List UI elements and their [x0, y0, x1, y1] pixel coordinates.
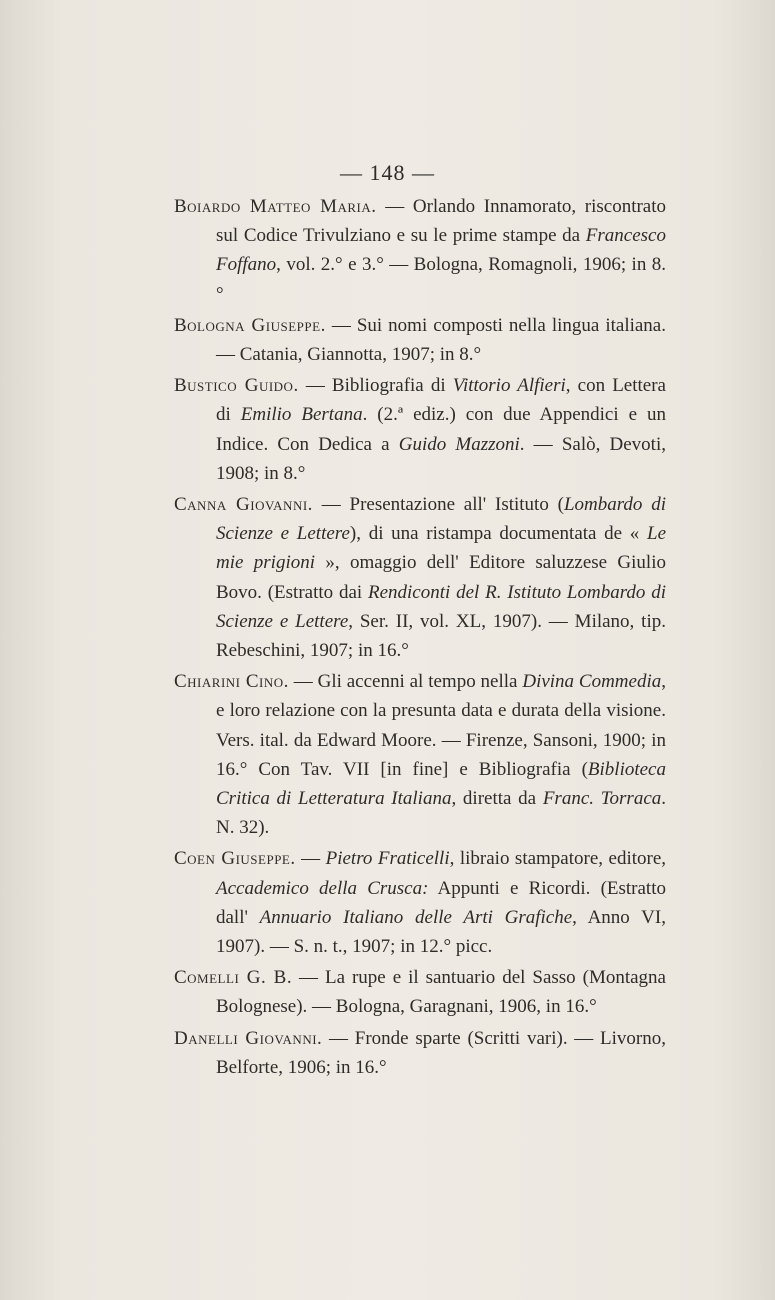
entry-text: — Orlando Innamorato, riscontrato sul Codice Trivulziano e su le prime stampe da — [216, 196, 667, 247]
entry-author: Danelli Giovanni. — [174, 1027, 323, 1049]
bibliography-entry — [174, 963, 666, 1021]
bibliography-entry — [174, 192, 666, 309]
entry-text: — Gli accenni al tempo nella — [288, 671, 523, 693]
entry-author: Bustico Guido. — [174, 375, 299, 397]
entry-author: Boiardo Matteo Maria. — [174, 196, 377, 217]
entry-text: , Anno VI, 1907). — S. n. t., 1907; in 12.° picc. — [216, 906, 666, 958]
bibliography-entry — [174, 490, 666, 665]
entry-italic-text: Divina Commedia — [522, 671, 662, 693]
entry-italic-text: Franc. Torraca — [542, 788, 662, 810]
entry-italic-text: Francesco Foffano — [216, 225, 666, 276]
entry-text: , Ser. II, vol. XL, 1907). — Milano, tip. Rebeschini, 1907; in 16.° — [216, 610, 666, 662]
entry-text: — La rupe e il santuario del Sasso (Montagna Bolognese). — Bologna, Garagnani, 1906, in 16.° — [216, 967, 666, 1018]
entry-text: . — Salò, Devoti, 1908; in 8.° — [216, 433, 666, 484]
entry-author: Bologna Giuseppe. — [174, 314, 326, 336]
entry-text: , e loro relazione con la presunta data e durata della visione. Vers. ital. da Edward Moore. — Firenze, Sansoni, 1900; in 16.° Con Tav. VII [in fine] e Bibliografia ( — [216, 671, 666, 780]
entry-author: Comelli G. B. — [174, 967, 293, 989]
entry-italic-text: Biblioteca Critica di Letteratura Italiana — [216, 758, 666, 810]
entry-text: — Fronde sparte (Scritti vari). — Livorno, Belforte, 1906; in 16.° — [216, 1027, 667, 1078]
entry-text: , diretta da — [451, 788, 543, 810]
bibliography-entry — [174, 371, 666, 488]
entry-italic-text: Guido Mazzoni — [398, 433, 520, 455]
entry-italic-text: Pietro Fraticelli — [325, 848, 450, 870]
bibliography-entry — [174, 311, 666, 369]
entry-author: Canna Giovanni. — [174, 494, 313, 516]
entry-text: , con Lettera di — [216, 375, 666, 426]
entry-text: , vol. 2.° e 3.° — Bologna, Romagnoli, 1906; in 8.° — [216, 254, 666, 305]
bibliography-entry — [174, 844, 666, 961]
entry-text: — Presentazione all' Istituto ( — [312, 494, 564, 516]
entry-text: », omaggio dell' Editore saluzzese Giulio Bovo. (Estratto dai — [216, 552, 666, 603]
entry-italic-text: Emilio Bertana — [240, 404, 363, 426]
entry-text: , libraio stampatore, editore, — [449, 848, 667, 870]
entry-italic-text: Rendiconti del R. Istituto Lombardo di Scienze e Lettere — [216, 581, 666, 632]
entry-text: . N. 32). — [216, 788, 666, 839]
entry-text: ), di una ristampa documentata de « — [349, 523, 647, 545]
entry-text: — Sui nomi composti nella lingua italiana. — Catania, Giannotta, 1907; in 8.° — [216, 314, 666, 366]
bibliography-entry — [174, 1024, 666, 1082]
entry-text: . (2.ª ediz.) con due Appendici e un Indice. Con Dedica a — [216, 404, 667, 455]
bibliography-list — [174, 192, 666, 1084]
bibliography-entry — [174, 667, 666, 842]
entry-author: Coen Giuseppe. — [174, 848, 296, 870]
page-number: — 148 — — [340, 160, 435, 185]
entry-italic-text: Vittorio Alfieri — [452, 375, 566, 397]
entry-author: Chiarini Cino. — [174, 671, 289, 693]
entry-text: — Bibliografia di — [298, 375, 453, 397]
entry-text: — — [295, 848, 326, 870]
entry-italic-text: Accademico della Crusca: — [216, 877, 429, 899]
entry-text: Appunti e Ricordi. (Estratto dall' — [216, 877, 666, 928]
entry-italic-text: Le mie prigioni — [216, 523, 666, 574]
entry-italic-text: Lombardo di Scienze e Lettere — [216, 494, 666, 545]
entry-italic-text: Annuario Italiano delle Arti Grafiche — [259, 906, 573, 928]
